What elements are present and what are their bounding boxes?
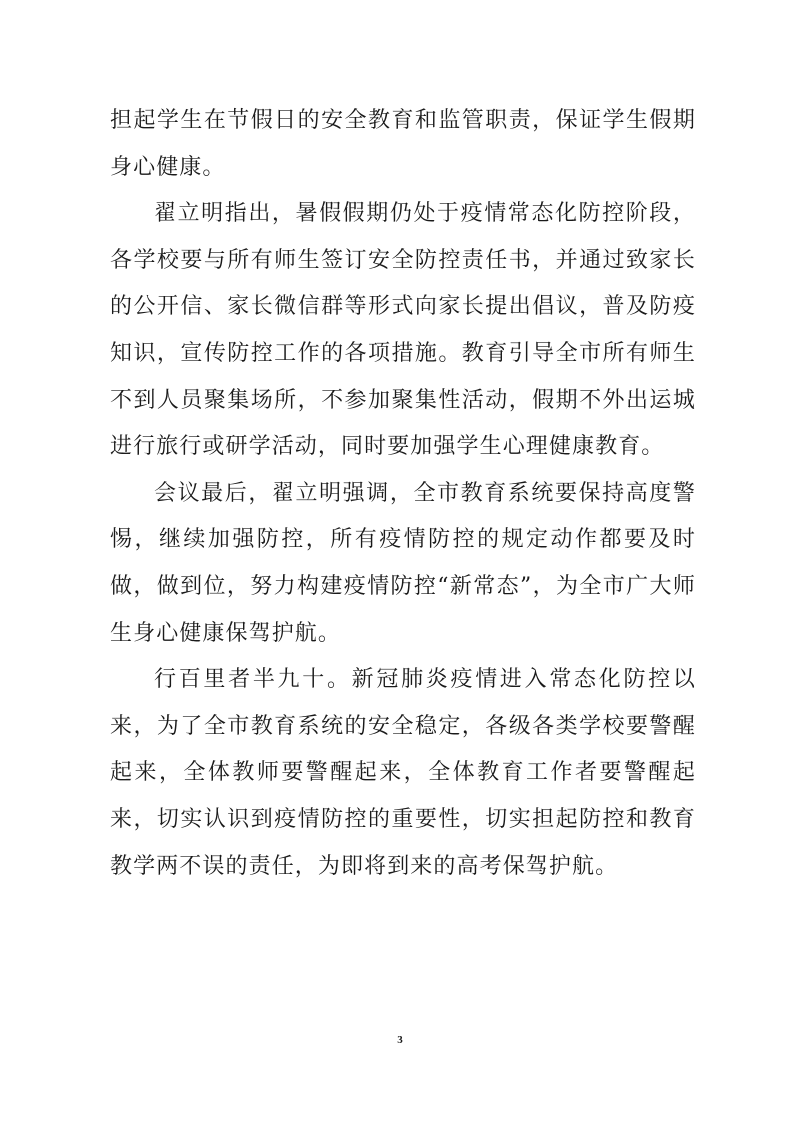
paragraph-4: 行百里者半九十。新冠肺炎疫情进入常态化防控以来，为了全市教育系统的安全稳定，各级各类学校要警醒起来，全体教师要警醒起来，全体教育工作者要警醒起来，切实认识到疫情防控的重要性，切实担起防控和教育教学两不误的责任，为即将到来的高考保驾护航。 [110,667,696,879]
paragraph-3: 会议最后，翟立明强调，全市教育系统要保持高度警惕，继续加强防控，所有疫情防控的规定动作都要及时做，做到位，努力构建疫情防控“新常态”，为全市广大师生身心健康保驾护航。 [110,480,696,646]
paragraph-2: 翟立明指出，暑假假期仍处于疫情常态化防控阶段，各学校要与所有师生签订安全防控责任书，并通过致家长的公开信、家长微信群等形式向家长提出倡议，普及防疫知识，宣传防控工作的各项措施。教育引导全市所有师生不到人员聚集场所，不参加聚集性活动，假期不外出运城进行旅行或研学活动，同时要加强学生心理健康教育。 [110,201,696,460]
paragraph-1: 担起学生在节假日的安全教育和监管职责，保证学生假期身心健康。 [110,108,696,180]
page-number: 3 [397,1034,403,1046]
document-body [110,98,696,890]
